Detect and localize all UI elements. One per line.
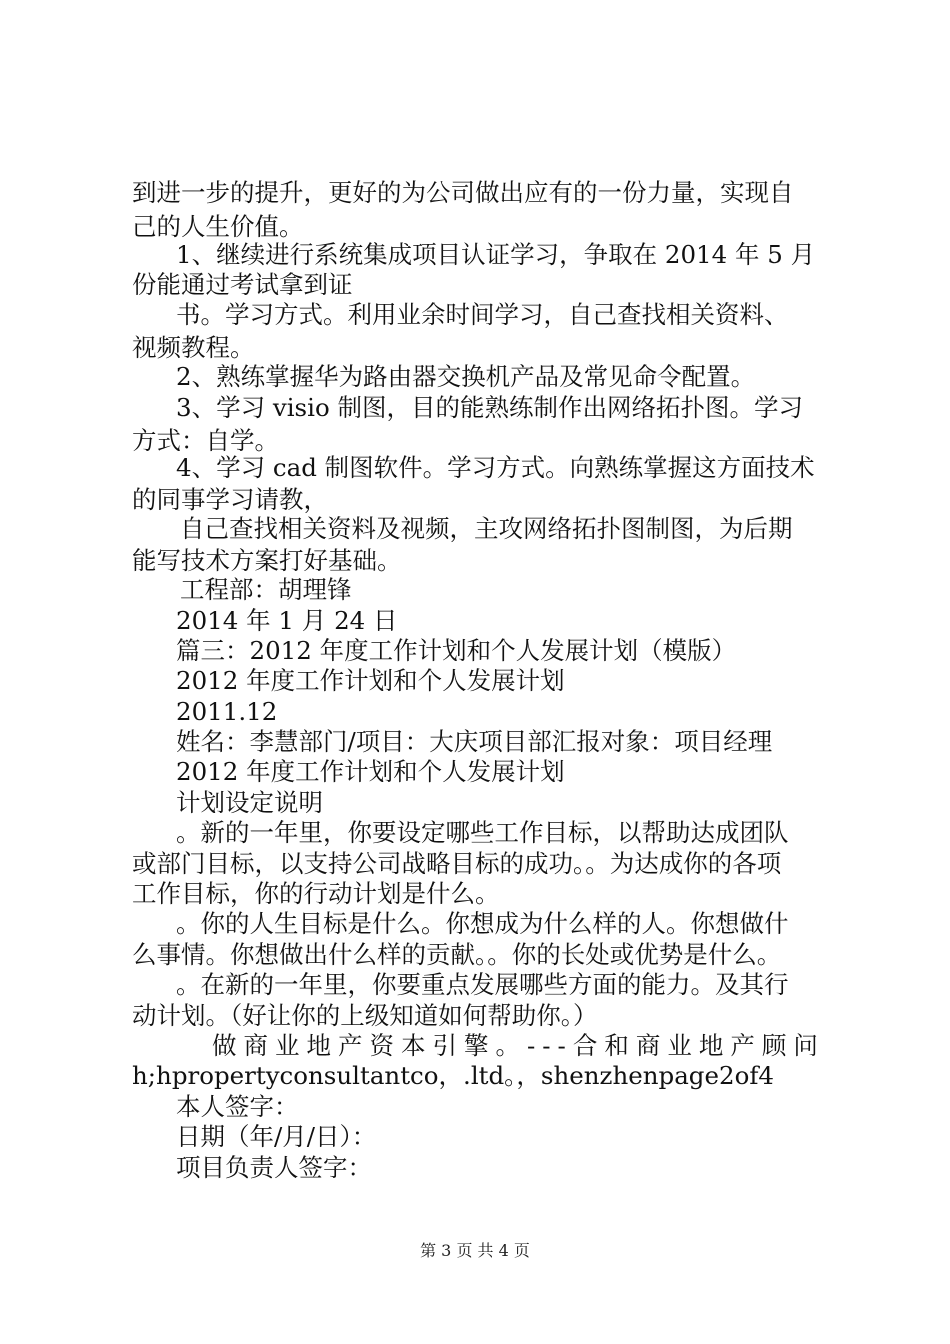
text-line: 到进一步的提升，更好的为公司做出应有的一份力量，实现自: [132, 178, 794, 207]
text-line: 或部门目标，以支持公司战略目标的成功。。为达成你的各项: [132, 849, 782, 878]
text-line: 计划设定说明: [176, 788, 323, 817]
text-line: 2011.12: [176, 697, 278, 726]
text-line: 视频教程。: [132, 333, 255, 362]
text-line: 1、继续进行系统集成项目认证学习，争取在 2014 年 5 月: [176, 240, 816, 269]
text-line: 能写技术方案打好基础。: [132, 546, 402, 575]
text-line: 份能通过考试拿到证: [132, 270, 353, 299]
text-line: 项目负责人签字：: [176, 1153, 372, 1182]
text-line: 2012 年度工作计划和个人发展计划: [176, 666, 565, 695]
page-number-footer: 第 3 页 共 4 页: [420, 1241, 530, 1260]
text-line: 日期（年/月/日）：: [176, 1122, 377, 1151]
text-line: 本人签字：: [176, 1092, 299, 1121]
text-line: 姓名：李慧部门/项目：大庆项目部汇报对象：项目经理: [176, 727, 773, 756]
text-line: 自己查找相关资料及视频，主攻网络拓扑图制图，为后期: [180, 514, 793, 543]
text-line: 工程部：胡理锋: [180, 575, 352, 604]
text-line: 。在新的一年里，你要重点发展哪些方面的能力。及其行: [176, 970, 789, 999]
text-line: 篇三：2012 年度工作计划和个人发展计划（模版）: [176, 636, 737, 665]
text-line: 工作目标，你的行动计划是什么。: [132, 879, 500, 908]
text-line: 3、学习 visio 制图，目的能熟练制作出网络拓扑图。学习: [176, 393, 803, 422]
text-line: 2014 年 1 月 24 日: [176, 606, 398, 635]
text-line: 的同事学习请教，: [132, 485, 328, 514]
text-line: h;hpropertyconsultantco，.ltd。，shenzhenpage2of4: [132, 1061, 774, 1090]
text-line: 做商业地产资本引擎。---合和商业地产顾问: [212, 1031, 825, 1060]
text-line: 书。学习方式。利用业余时间学习，自己查找相关资料、: [176, 300, 789, 329]
text-line: 动计划。（好让你的上级知道如何帮助你。）: [132, 1001, 598, 1030]
text-line: 4、学习 cad 制图软件。学习方式。向熟练掌握这方面技术: [176, 453, 815, 482]
text-line: 2012 年度工作计划和个人发展计划: [176, 757, 565, 786]
text-line: 2、熟练掌握华为路由器交换机产品及常见命令配置。: [176, 362, 756, 391]
text-line: 。新的一年里，你要设定哪些工作目标，以帮助达成团队: [176, 818, 789, 847]
text-line: 己的人生价值。: [132, 212, 304, 241]
text-line: 方式：自学。: [132, 426, 279, 455]
text-line: 么事情。你想做出什么样的贡献。。你的长处或优势是什么。: [132, 940, 782, 969]
text-line: 。你的人生目标是什么。你想成为什么样的人。你想做什: [176, 909, 789, 938]
